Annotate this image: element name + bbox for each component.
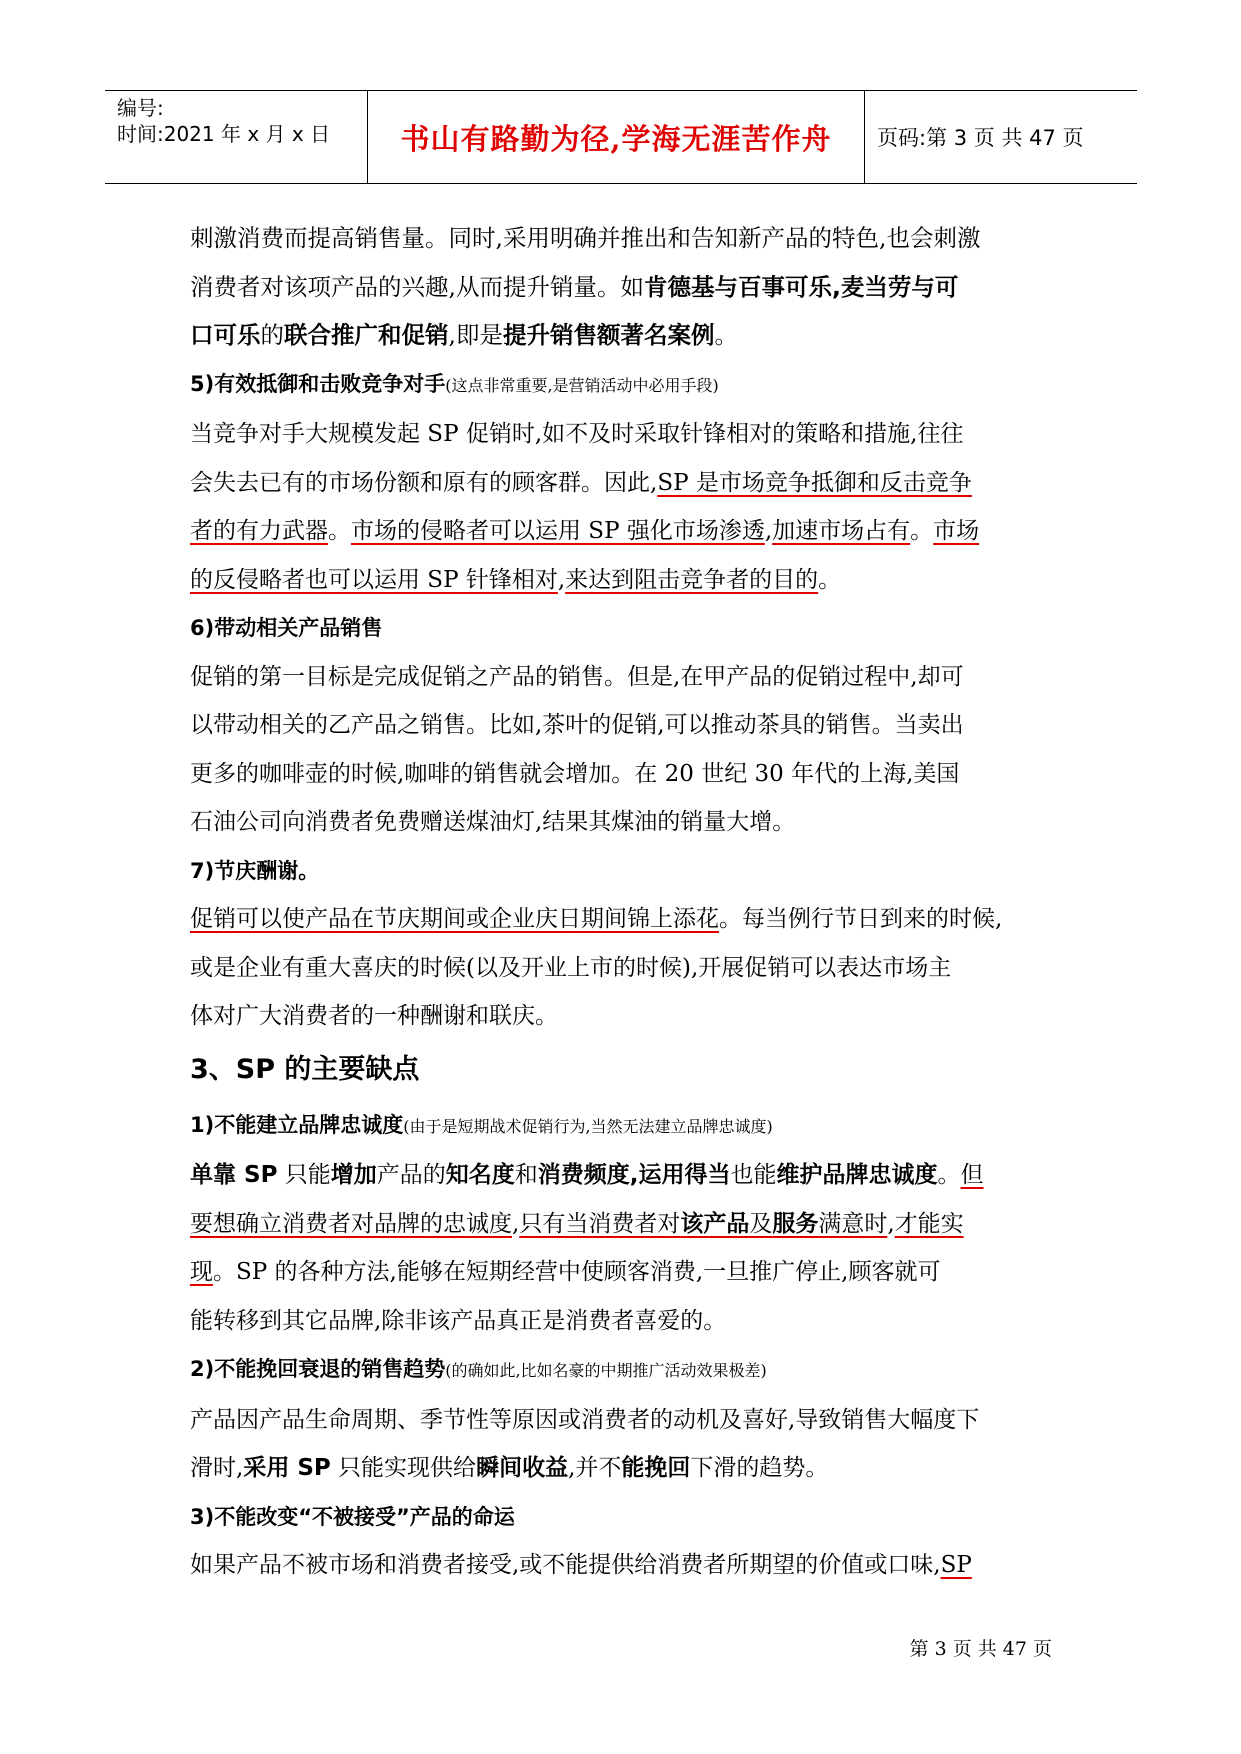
bold-run: 提升销售额著名案例: [502, 321, 715, 349]
underlined-run: 现: [190, 1259, 213, 1285]
document-body: [190, 214, 1070, 1590]
heading-5-note: (这点非常重要,是营销活动中必用手段): [445, 375, 719, 395]
paragraph-7: [190, 895, 1070, 1041]
underlined-run: SP 是市场竞争抵御和反击竞争: [657, 469, 972, 496]
text-run: 。: [714, 321, 738, 349]
text-run: 产品因产品生命周期、季节性等原因或消费者的动机及喜好,导致销售大幅度下: [190, 1406, 980, 1433]
paragraph-drawback-1: [190, 1151, 1070, 1345]
text-run: 石油公司向消费者免费赠送煤油灯,结果其煤油的销量大增。: [190, 809, 796, 835]
text-run: 刺激消费而提高销售量。同时,采用明确并推出和告知新产品的特色,也会刺激: [190, 224, 981, 252]
paragraph-drawback-3: [190, 1541, 1070, 1590]
underlined-run: 的反侵略者也可以运用 SP 针锋相对: [190, 566, 558, 593]
bold-run: 肯德基与百事可乐,麦当劳与可: [643, 272, 959, 301]
text-run: 体对广大消费者的一种酬谢和联庆。: [190, 1003, 558, 1029]
text-run: 只能实现供给: [330, 1455, 477, 1481]
bold-run: 该产品: [680, 1210, 750, 1237]
underlined-run: 要想确立消费者对品牌的忠诚度: [190, 1210, 512, 1237]
drawback-2-title: 2)不能挽回衰退的销售趋势: [190, 1357, 446, 1381]
text-run: 滑时,: [190, 1455, 244, 1481]
text-run: 。: [937, 1162, 961, 1188]
text-run: 更多的咖啡壶的时候,咖啡的销售就会增加。在 20 世纪 30 年代的上海,美国: [190, 760, 960, 787]
underlined-group: [519, 1211, 887, 1237]
text-run: 满意时: [818, 1210, 888, 1237]
text-run: ,: [512, 1210, 520, 1237]
text-run: ,并不: [568, 1455, 622, 1481]
text-run: 产品的: [376, 1162, 446, 1188]
drawback-2-note: (的确如此,比如名豪的中期推广活动效果极差): [445, 1361, 767, 1380]
heading-5: [190, 360, 1070, 411]
heading-7: 7)节庆酬谢。: [190, 858, 320, 883]
underlined-run: 才能实: [894, 1210, 964, 1237]
paragraph-5: [190, 410, 1070, 604]
text-run: ,: [557, 566, 566, 593]
bold-run: 采用 SP: [243, 1455, 331, 1481]
page-header: [105, 90, 1137, 184]
bold-run: 能挽回: [621, 1455, 691, 1481]
time-label: 时间:2021 年 x 月 x 日: [117, 122, 331, 146]
underlined-run: 来达到阻击竞争者的目的: [565, 566, 819, 593]
underlined-run: 加速市场占有: [772, 518, 911, 544]
heading-5-title: 5)有效抵御和击败竞争对手: [190, 371, 446, 396]
drawback-3-heading: 3)不能改变“不被接受”产品的命运: [190, 1504, 515, 1529]
text-run: ,即是: [448, 321, 503, 349]
text-run: 能转移到其它品牌,除非该产品真正是消费者喜爱的。: [190, 1307, 727, 1334]
paragraph-6: [190, 653, 1070, 847]
header-motto: 书山有路勤为径,学海无涯苦作舟: [368, 91, 865, 183]
underlined-run: 促销可以使产品在节庆期间或企业庆日期间锦上添花: [190, 906, 719, 932]
heading-6: 6)带动相关产品销售: [190, 616, 383, 640]
underlined-run: 市场: [933, 518, 980, 544]
header-page-info: 页码:第 3 页 共 47 页: [877, 126, 1084, 150]
text-run: 或是企业有重大喜庆的时候(以及开业上市的时候),开展促销可以表达市场主: [190, 954, 952, 981]
drawback-1-heading: [190, 1101, 1070, 1152]
bold-run: 服务: [772, 1210, 819, 1237]
bold-run: 消费频度: [537, 1162, 630, 1188]
bold-run: 单靠 SP: [190, 1162, 278, 1188]
bold-run: 维护品牌忠诚度: [776, 1162, 938, 1188]
underlined-run: SP: [940, 1552, 972, 1578]
bold-run: ,运用得当: [629, 1162, 731, 1188]
drawback-1-title: 1)不能建立品牌忠诚度: [190, 1112, 404, 1137]
text-run: 。: [818, 566, 842, 593]
text-run: ,: [764, 518, 773, 544]
text-run: 的: [260, 321, 284, 349]
text-run: 也能: [730, 1162, 777, 1188]
bold-run: 口可乐: [190, 321, 261, 349]
page-footer: 第 3 页 共 47 页: [909, 1638, 1052, 1660]
text-run: 当竞争对手大规模发起 SP 促销时,如不及时采取针锋相对的策略和措施,往往: [190, 421, 964, 447]
bold-run: 增加: [330, 1162, 377, 1188]
header-meta: [105, 91, 368, 183]
paragraph-drawback-2: [190, 1396, 1070, 1493]
paragraph-intro: [190, 214, 1070, 360]
text-run: 下滑的趋势。: [690, 1455, 829, 1481]
underlined-run: 市场的侵略者可以运用 SP 强化市场渗透: [351, 518, 765, 544]
number-label: 编号:: [117, 96, 164, 120]
underlined-run: 但: [960, 1162, 984, 1188]
text-run: 。每当例行节日到来的时候,: [719, 906, 1003, 932]
text-run: 和: [514, 1162, 538, 1188]
bold-run: 知名度: [445, 1162, 515, 1188]
text-run: 。: [328, 518, 351, 544]
text-run: 会失去已有的市场份额和原有的顾客群。因此,: [190, 469, 658, 496]
underlined-run: 者的有力武器: [190, 518, 328, 544]
text-run: 及: [749, 1210, 773, 1237]
text-run: 促销的第一目标是完成促销之产品的销售。但是,在甲产品的促销过程中,却可: [190, 663, 964, 690]
bold-run: 联合推广和促销: [284, 321, 449, 349]
bold-run: 瞬间收益: [476, 1455, 569, 1481]
text-run: 只能: [277, 1162, 331, 1188]
text-run: 以带动相关的乙产品之销售。比如,茶叶的促销,可以推动茶具的销售。当卖出: [190, 712, 964, 738]
text-run: ,: [887, 1210, 895, 1237]
text-run: 如果产品不被市场和消费者接受,或不能提供给消费者所期望的价值或口味,: [190, 1552, 941, 1578]
text-run: 消费者对该项产品的兴趣,从而提升销量。如: [190, 272, 644, 301]
text-run: 。: [910, 518, 934, 544]
drawback-2-heading: [190, 1345, 1070, 1396]
section-3-heading: 3、SP 的主要缺点: [190, 1053, 420, 1085]
drawback-1-note: (由于是短期战术促销行为,当然无法建立品牌忠诚度): [403, 1116, 773, 1136]
text-run: 只有当消费者对: [519, 1210, 681, 1237]
text-run: 。SP 的各种方法,能够在短期经营中使顾客消费,一旦推广停止,顾客就可: [213, 1259, 941, 1285]
